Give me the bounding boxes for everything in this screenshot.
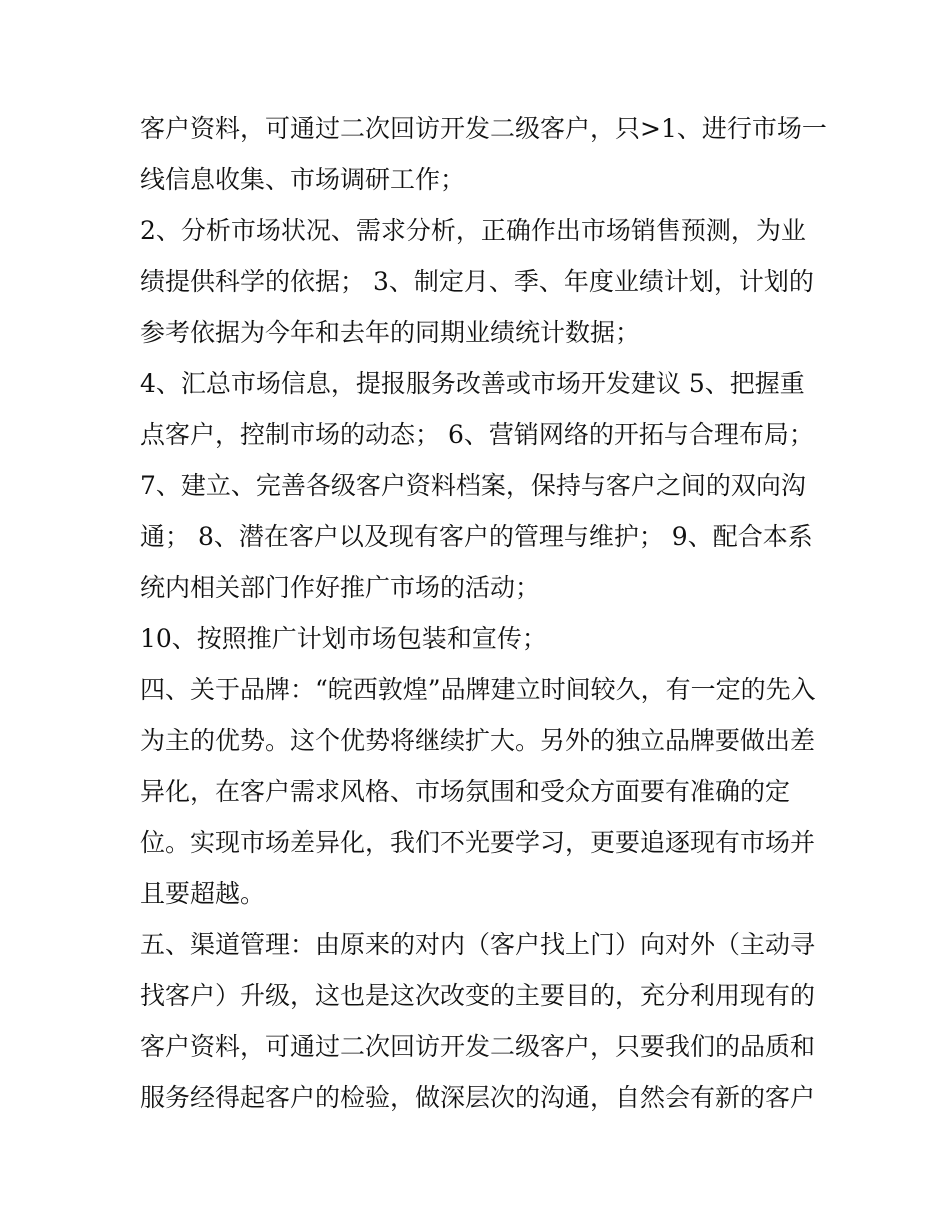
- body-text: [140, 103, 830, 1123]
- text-line: 绩提供科学的依据； 3、制定月、季、年度业绩计划，计划的: [140, 267, 814, 296]
- text-line: 且要超越。: [140, 879, 266, 908]
- text-line: 服务经得起客户的检验，做深层次的沟通，自然会有新的客户: [140, 1083, 816, 1112]
- text-line: 客户资料，可通过二次回访开发二级客户，只>1、进行市场一: [140, 114, 827, 143]
- text-line: 7、建立、完善各级客户资料档案，保持与客户之间的双向沟: [140, 471, 806, 500]
- text-line: 点客户，控制市场的动态； 6、营销网络的开拓与合理布局；: [140, 420, 814, 449]
- text-line: 为主的优势。这个优势将继续扩大。另外的独立品牌要做出差: [140, 726, 816, 755]
- text-line: 线信息收集、市场调研工作；: [140, 165, 466, 194]
- text-line: 位。实现市场差异化，我们不光要学习，更要追逐现有市场并: [140, 828, 816, 857]
- text-line: 10、按照推广计划市场包装和宣传；: [140, 624, 547, 653]
- text-line: 通； 8、潜在客户以及现有客户的管理与维护； 9、配合本系: [140, 522, 813, 551]
- text-line: 4、汇总市场信息，提报服务改善或市场开发建议 5、把握重: [140, 369, 805, 398]
- text-line: 四、关于品牌：“皖西敦煌”品牌建立时间较久，有一定的先入: [140, 675, 816, 704]
- text-line: 找客户）升级，这也是这次改变的主要目的，充分利用现有的: [140, 981, 816, 1010]
- text-line: 五、渠道管理：由原来的对内（客户找上门）向对外（主动寻: [140, 930, 816, 959]
- text-line: 统内相关部门作好推广市场的活动；: [140, 573, 541, 602]
- text-line: 异化，在客户需求风格、市场氛围和受众方面要有准确的定: [140, 777, 791, 806]
- text-line: 2、分析市场状况、需求分析，正确作出市场销售预测，为业: [140, 216, 806, 245]
- text-line: 参考依据为今年和去年的同期业绩统计数据；: [140, 318, 641, 347]
- text-line: 客户资料，可通过二次回访开发二级客户，只要我们的品质和: [140, 1032, 816, 1061]
